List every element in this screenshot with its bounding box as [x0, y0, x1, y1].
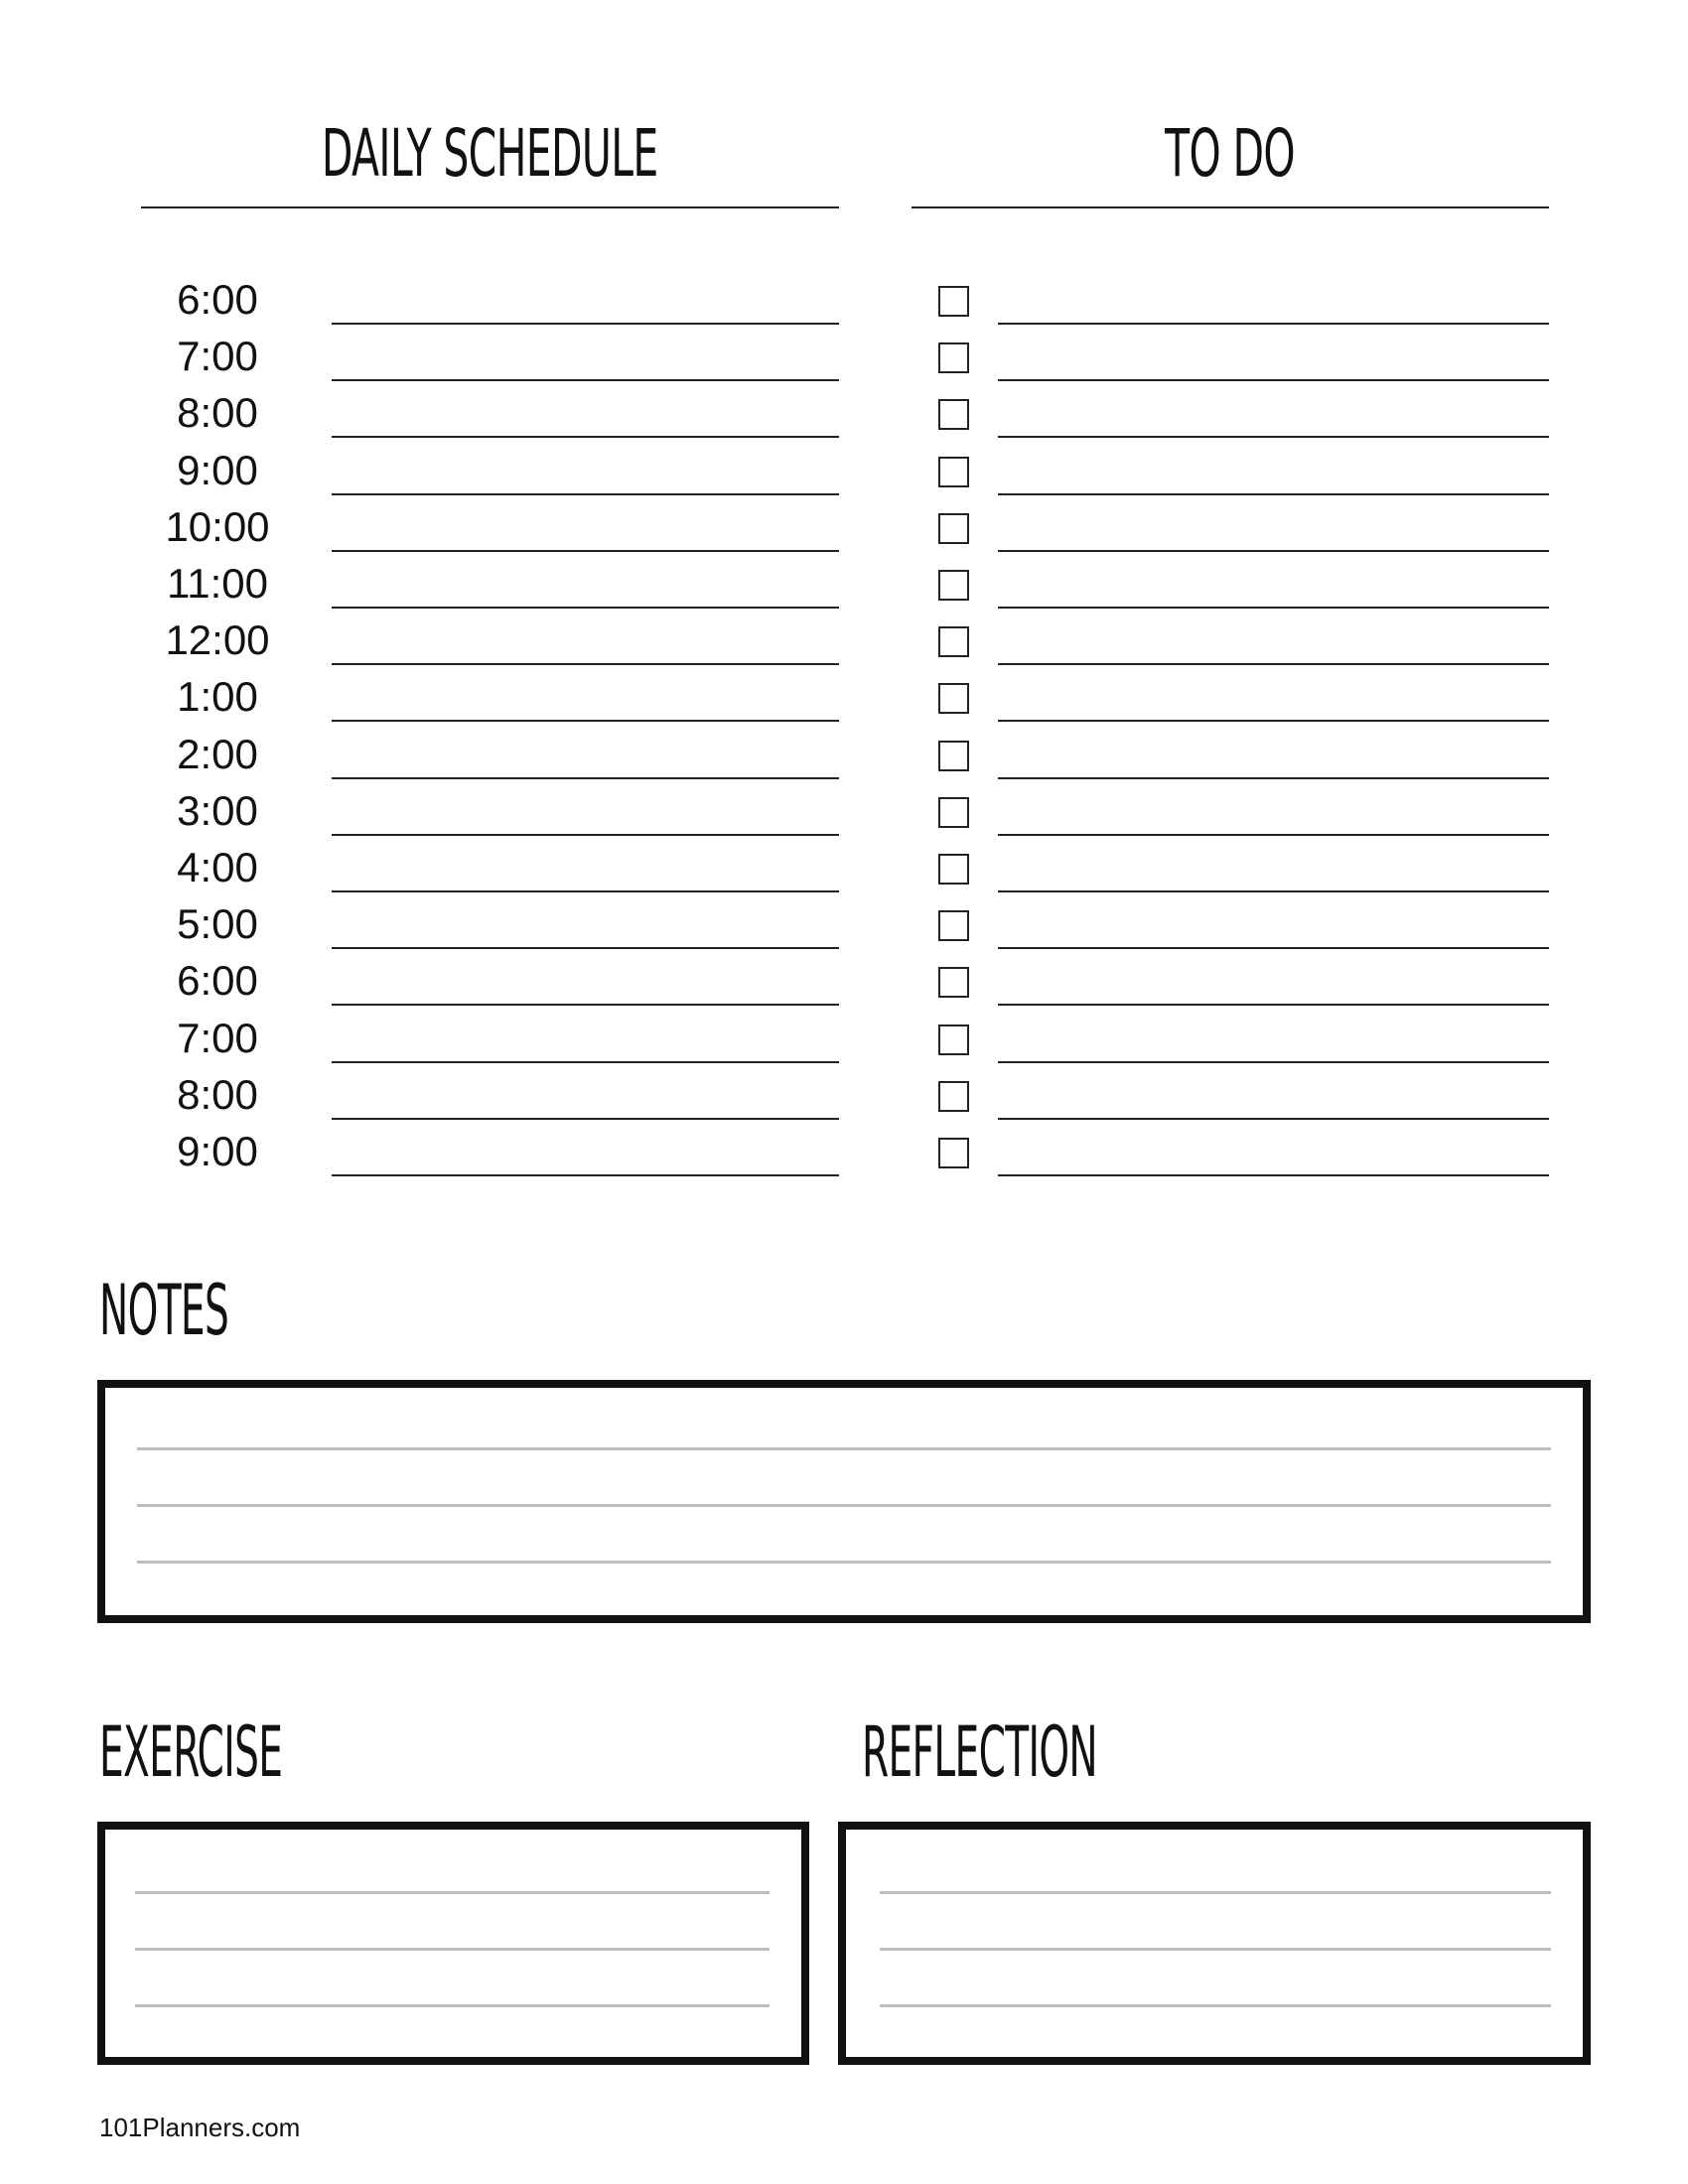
schedule-row: [159, 381, 839, 438]
reflection-line: [880, 1948, 1551, 1951]
todo-checkbox[interactable]: [938, 967, 969, 998]
todo-checkbox[interactable]: [938, 1024, 969, 1055]
schedule-row: [159, 268, 839, 325]
schedule-title-rule: [141, 206, 839, 208]
schedule-entry-line[interactable]: [332, 1174, 839, 1176]
time-label: 5:00: [177, 900, 258, 948]
time-label: 4:00: [177, 844, 258, 890]
todo-row: [938, 949, 1549, 1006]
todo-checkbox[interactable]: [938, 1081, 969, 1112]
time-label: 6:00: [177, 276, 258, 323]
todo-row: [938, 836, 1549, 892]
reflection-heading: REFLECTION: [862, 1711, 1098, 1793]
exercise-line: [135, 1891, 770, 1894]
todo-row: [938, 1007, 1549, 1063]
schedule-row: [159, 1007, 839, 1063]
time-label: 9:00: [177, 446, 258, 493]
schedule-row: [159, 1120, 839, 1176]
todo-row: [938, 723, 1549, 779]
todo-checkbox[interactable]: [938, 683, 969, 714]
time-label: 11:00: [167, 560, 268, 607]
schedule-row: [159, 836, 839, 892]
schedule-row: [159, 949, 839, 1006]
time-label: 3:00: [177, 786, 258, 834]
todo-row: [938, 1120, 1549, 1176]
todo-row: [938, 495, 1549, 552]
todo-row: [938, 1063, 1549, 1120]
schedule-row: [159, 1063, 839, 1120]
todo-row: [938, 439, 1549, 495]
todo-checkbox[interactable]: [938, 741, 969, 771]
schedule-row: [159, 325, 839, 381]
notes-heading: NOTES: [99, 1270, 229, 1351]
exercise-heading: EXERCISE: [99, 1711, 283, 1793]
todo-checkbox[interactable]: [938, 342, 969, 373]
time-label: 12:00: [165, 616, 270, 664]
time-label: 8:00: [177, 389, 258, 437]
time-label: 9:00: [177, 1128, 258, 1174]
schedule-row: [159, 552, 839, 609]
schedule-row: [159, 723, 839, 779]
todo-checkbox[interactable]: [938, 797, 969, 828]
todo-row: [938, 552, 1549, 609]
schedule-row: [159, 439, 839, 495]
todo-row: [938, 325, 1549, 381]
time-label: 6:00: [177, 957, 258, 1005]
time-label: 8:00: [177, 1070, 258, 1118]
reflection-line: [880, 2004, 1551, 2007]
time-label: 2:00: [177, 730, 258, 777]
todo-checkbox[interactable]: [938, 626, 969, 657]
footer-brand: 101Planners.com: [99, 2113, 301, 2142]
notes-line: [137, 1504, 1551, 1507]
schedule-row: [159, 495, 839, 552]
time-label: 1:00: [177, 673, 258, 721]
todo-checkbox[interactable]: [938, 399, 969, 430]
todo-checkbox[interactable]: [938, 457, 969, 487]
notes-line: [137, 1447, 1551, 1450]
schedule-title: DAILY SCHEDULE: [322, 115, 658, 192]
todo-checkbox[interactable]: [938, 286, 969, 317]
notes-box[interactable]: [97, 1380, 1591, 1623]
schedule-row: [159, 665, 839, 722]
todo-checkbox[interactable]: [938, 910, 969, 941]
todo-row: [938, 892, 1549, 949]
exercise-box[interactable]: [97, 1822, 809, 2065]
todo-row: [938, 609, 1549, 665]
todo-row: [938, 665, 1549, 722]
exercise-line: [135, 2004, 770, 2007]
todo-title: TO DO: [1165, 115, 1296, 192]
todo-entry-line[interactable]: [998, 1174, 1549, 1176]
todo-checkbox[interactable]: [938, 513, 969, 544]
todo-checkbox[interactable]: [938, 1138, 969, 1168]
exercise-line: [135, 1948, 770, 1951]
schedule-row: [159, 779, 839, 836]
todo-checkbox[interactable]: [938, 570, 969, 601]
schedule-row: [159, 892, 839, 949]
time-label: 7:00: [177, 333, 258, 380]
time-label: 10:00: [165, 502, 270, 550]
reflection-box[interactable]: [838, 1822, 1591, 2065]
todo-row: [938, 779, 1549, 836]
todo-row: [938, 381, 1549, 438]
todo-row: [938, 268, 1549, 325]
todo-title-rule: [912, 206, 1549, 208]
time-label: 7:00: [177, 1014, 258, 1061]
notes-line: [137, 1561, 1551, 1564]
schedule-row: [159, 609, 839, 665]
todo-checkbox[interactable]: [938, 854, 969, 885]
reflection-line: [880, 1891, 1551, 1894]
